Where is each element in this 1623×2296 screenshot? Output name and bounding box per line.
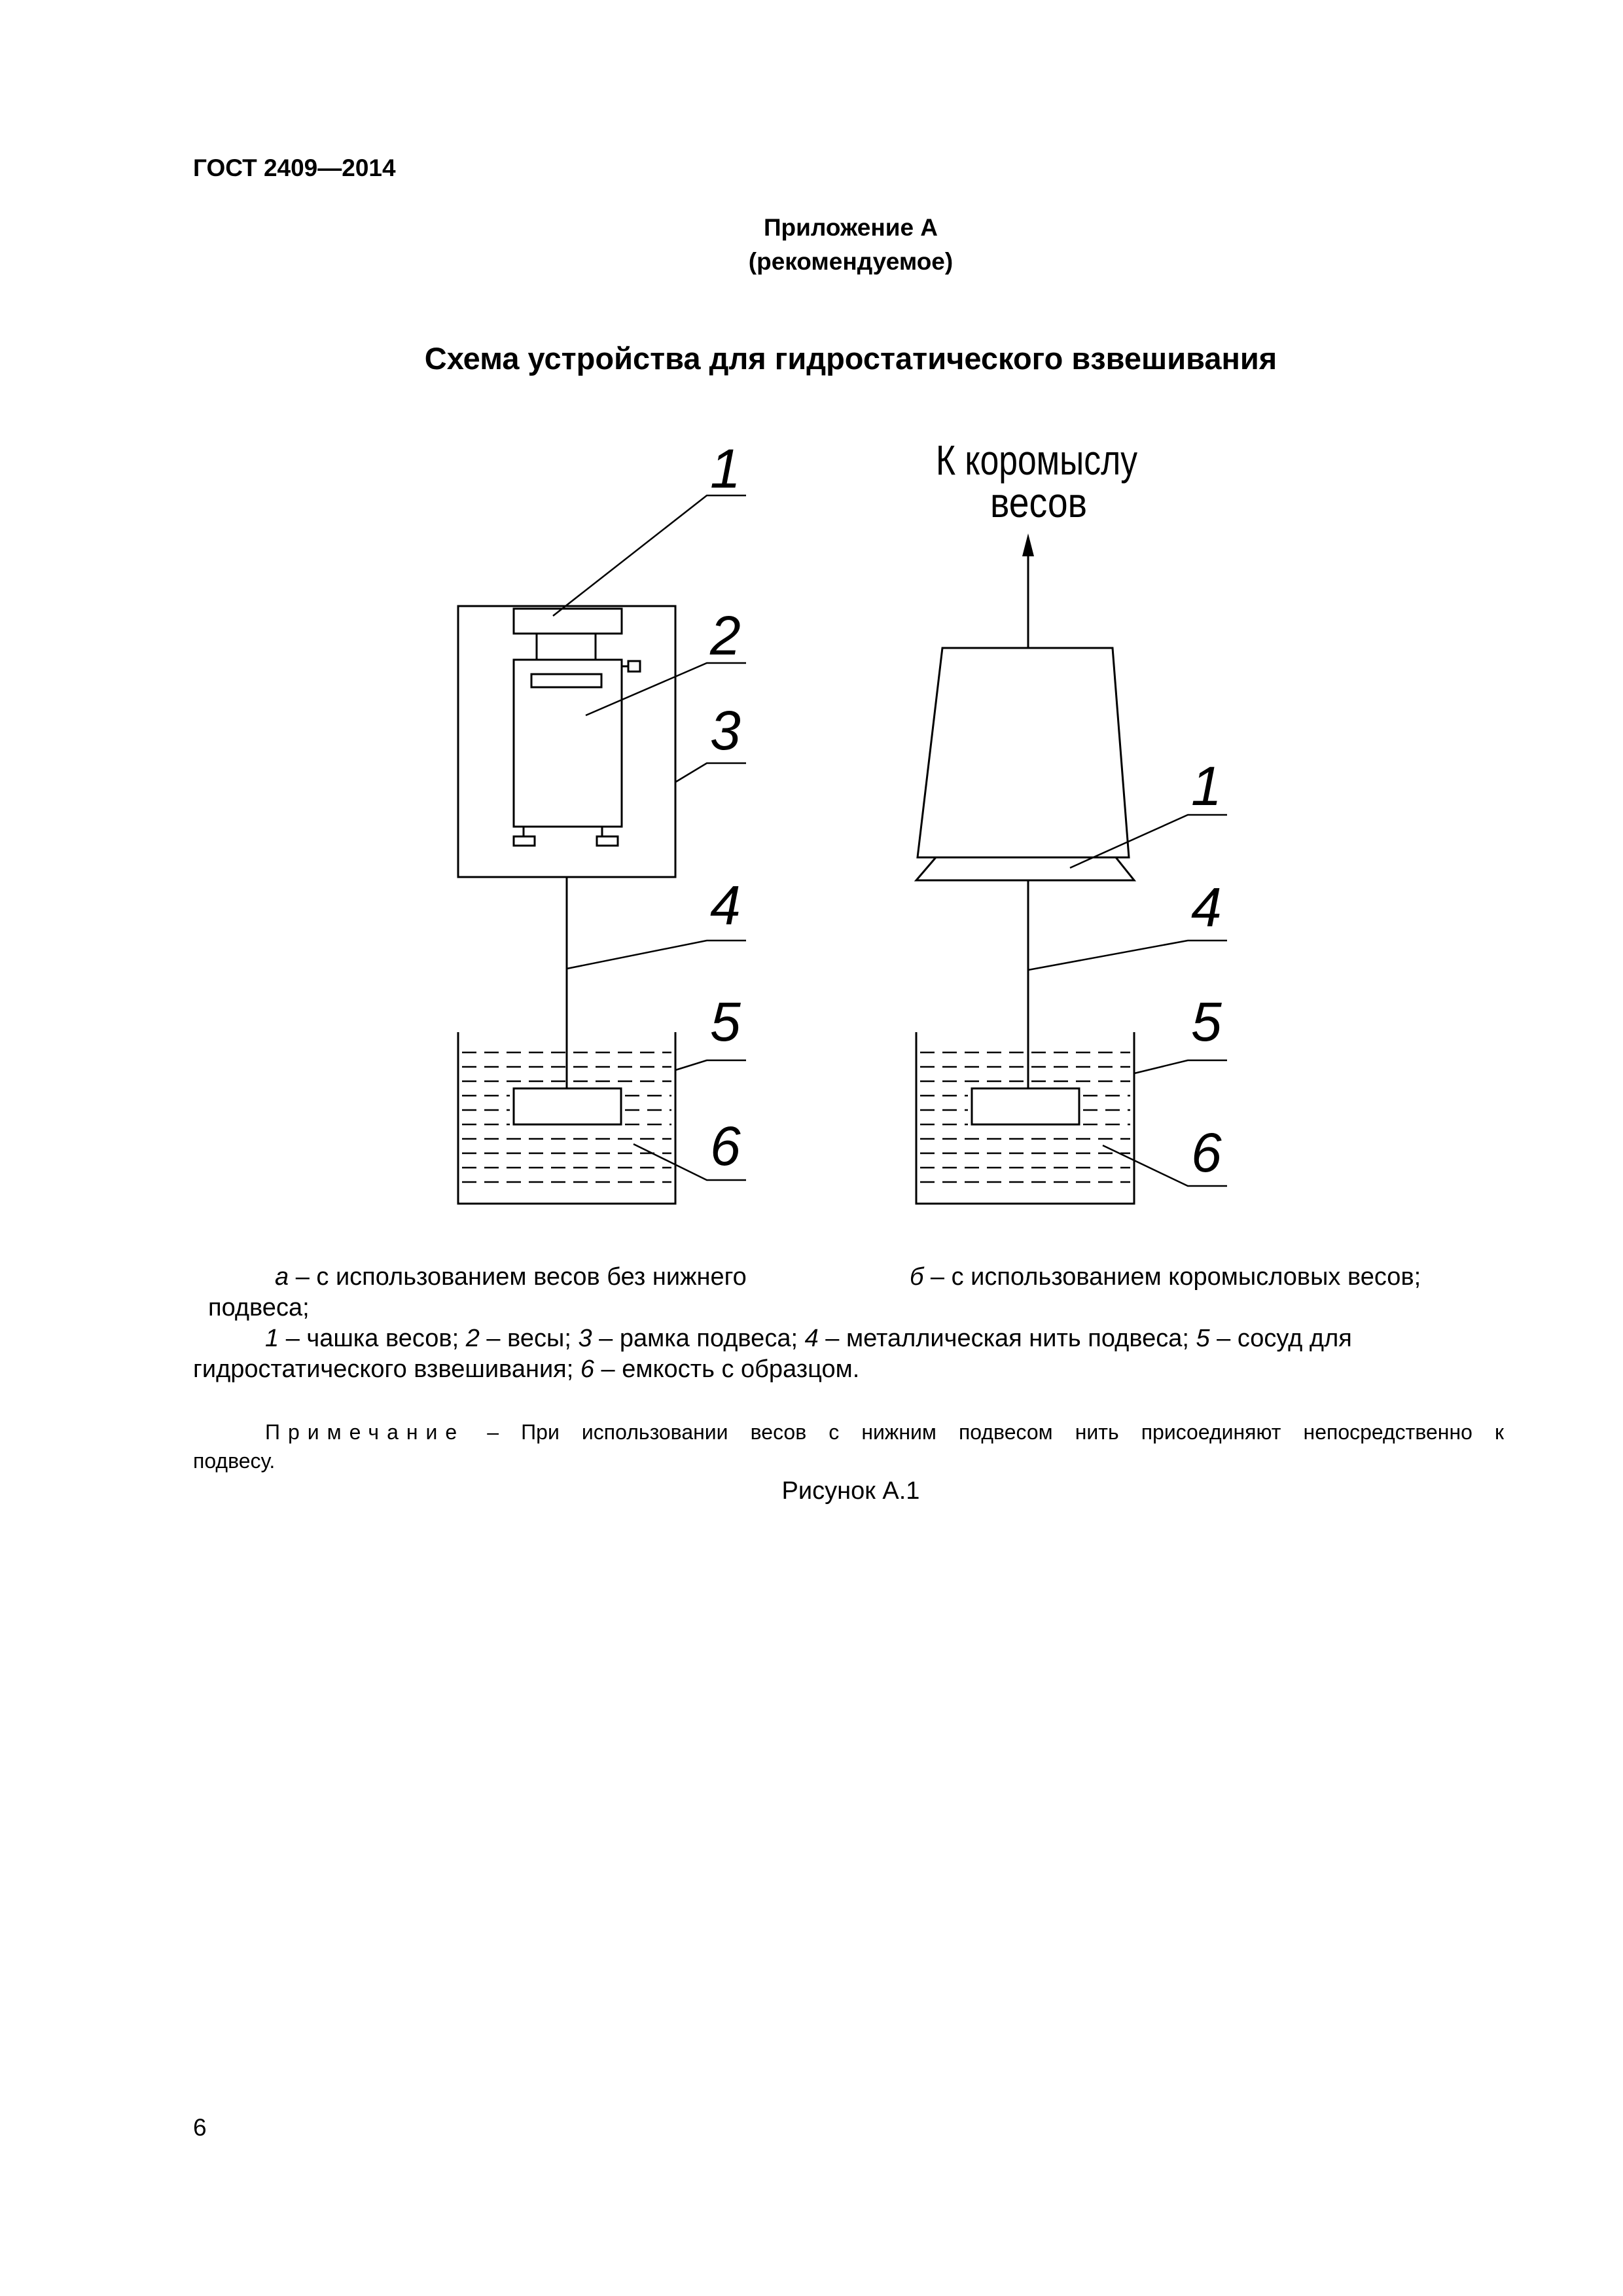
balance-neck: [537, 634, 596, 660]
arrow-label-line1: К коромыслу: [936, 437, 1137, 484]
caption-a-letter: а: [275, 1263, 289, 1291]
legend-text-4: – металлическая нить подвеса;: [818, 1325, 1196, 1352]
balance-pan: [916, 857, 1134, 880]
appendix-title: Приложение А: [763, 214, 938, 241]
legend-num-2: 2: [465, 1325, 480, 1352]
scheme-a: [458, 495, 746, 1204]
balance-display: [531, 674, 601, 687]
legend-num-5: 5: [1196, 1325, 1210, 1352]
note-label: Примечание: [265, 1420, 465, 1444]
page-number: 6: [193, 2114, 207, 2141]
callout-1: 1: [1191, 755, 1222, 817]
arrow-head: [1022, 533, 1034, 556]
caption-legend-line1: [265, 1323, 1352, 1354]
balance-pan: [514, 609, 622, 634]
caption-b: [910, 1262, 1421, 1293]
note-line1: [265, 1418, 1504, 1446]
document-code: ГОСТ 2409—2014: [193, 154, 396, 181]
legend-text-5: – сосуд для: [1209, 1325, 1352, 1352]
callout-5: 5: [710, 991, 741, 1052]
callout-2: 2: [710, 605, 741, 666]
callout-5: 5: [1191, 991, 1222, 1052]
caption-a-continued: подвеса;: [208, 1294, 310, 1321]
sample-container: [972, 1088, 1079, 1124]
caption-b-letter: б: [910, 1263, 924, 1291]
legend-text-2: – весы;: [479, 1325, 579, 1352]
callout-6: 6: [1191, 1122, 1222, 1183]
balance-body: [514, 660, 622, 827]
arrow-label-line2: весов: [990, 479, 1087, 526]
caption-legend-line2: [193, 1354, 859, 1385]
figure-number: Рисунок А.1: [781, 1477, 920, 1505]
appendix-subtitle: (рекомендуемое): [748, 248, 954, 275]
legend-num-3: 3: [578, 1325, 592, 1352]
legend-num-4: 4: [804, 1325, 819, 1352]
scheme-b: [916, 533, 1227, 1204]
balance-foot: [597, 836, 618, 846]
caption-b-text: – с использованием коромысловых весов;: [923, 1263, 1421, 1291]
note-text: – При использовании весов с нижним подвесом нить присоединяют непосредственно к: [465, 1420, 1504, 1444]
legend-text-1: – чашка весов;: [279, 1325, 466, 1352]
legend-num-6: 6: [580, 1355, 594, 1383]
sample-container: [514, 1088, 621, 1124]
callout-3: 3: [710, 700, 741, 761]
balance-foot: [514, 836, 535, 846]
callout-6: 6: [710, 1115, 741, 1177]
caption-a-text: – с использованием весов без нижнего: [289, 1263, 747, 1291]
pan-cover: [918, 648, 1129, 857]
note-line2: подвесу.: [193, 1449, 276, 1473]
weighing-vessel: [916, 1032, 1134, 1204]
callout-4: 4: [1191, 876, 1222, 938]
legend-text-3: – рамка подвеса;: [592, 1325, 805, 1352]
callout-1: 1: [710, 438, 741, 499]
suspension-frame: [458, 606, 675, 877]
caption-a: [275, 1262, 747, 1293]
balance-knob: [628, 661, 640, 672]
legend-text-line2: гидростатического взвешивания;: [193, 1355, 580, 1383]
legend-num-1: 1: [265, 1325, 279, 1352]
legend-text-6: – емкость с образцом.: [594, 1355, 860, 1383]
callout-4: 4: [710, 874, 741, 936]
figure-title: Схема устройства для гидростатического взвешивания: [424, 341, 1277, 376]
